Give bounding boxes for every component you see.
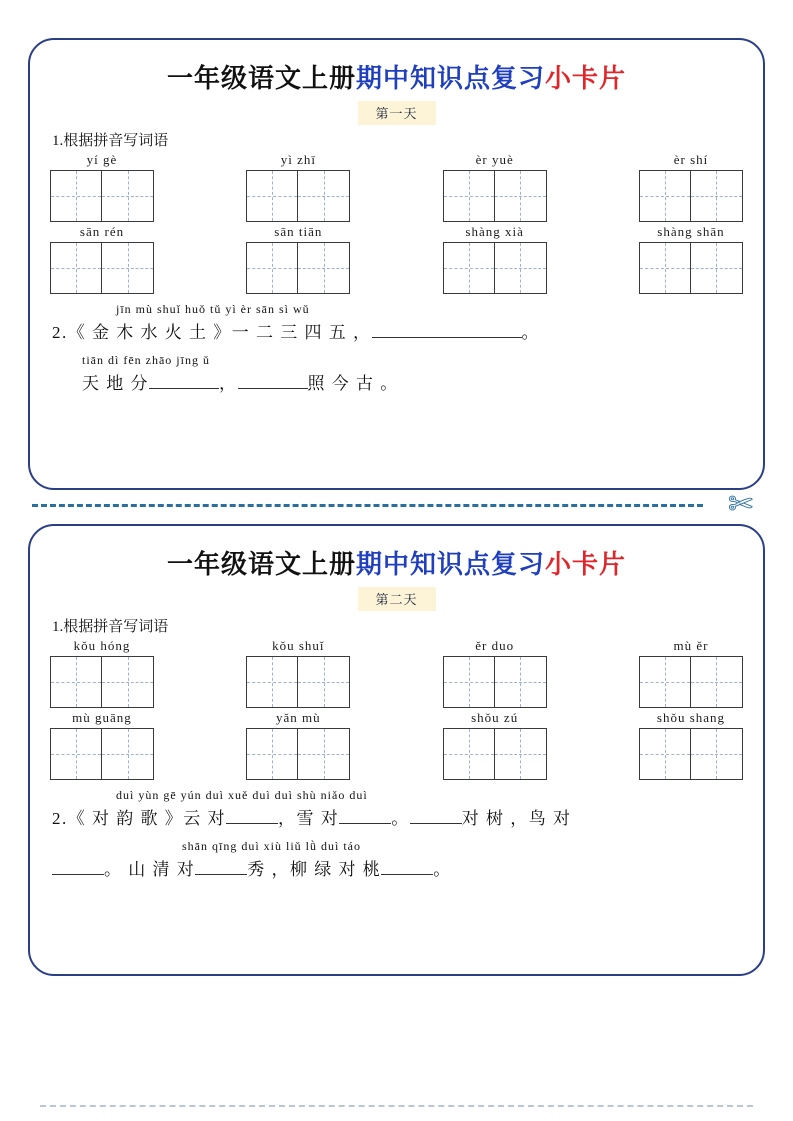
tianzige-boxes[interactable]	[246, 242, 350, 294]
word-group	[443, 152, 547, 222]
word-group	[443, 710, 547, 780]
pinyin-label: yì zhī	[280, 152, 316, 167]
tianzige-boxes[interactable]	[639, 656, 743, 708]
grid-row	[48, 224, 745, 294]
card-day-1	[28, 38, 765, 490]
tianzige-cell[interactable]	[443, 728, 495, 780]
question-1-heading: 1.根据拼音写词语	[52, 133, 169, 149]
tianzige-boxes[interactable]	[50, 656, 154, 708]
page-bottom-divider	[40, 1105, 753, 1107]
word-group	[50, 638, 154, 708]
tianzige-cell[interactable]	[50, 656, 102, 708]
pinyin-label: sān rén	[79, 224, 125, 239]
word-group	[639, 224, 743, 294]
word-group	[443, 224, 547, 294]
tianzige-boxes[interactable]	[443, 656, 547, 708]
word-group	[639, 152, 743, 222]
day-tag-2: 第二天	[358, 587, 436, 611]
pinyin-label: yǎn mù	[276, 710, 321, 725]
sentence-line	[52, 318, 741, 343]
tianzige-cell[interactable]	[298, 242, 350, 294]
fill-blank[interactable]	[410, 823, 462, 824]
tianzige-boxes[interactable]	[443, 242, 547, 294]
tianzige-cell[interactable]	[298, 728, 350, 780]
tianzige-cell[interactable]	[443, 242, 495, 294]
tianzige-boxes[interactable]	[443, 728, 547, 780]
tianzige-cell[interactable]	[691, 728, 743, 780]
tianzige-cell[interactable]	[639, 728, 691, 780]
grid-row	[48, 152, 745, 222]
scissors-icon: ✄	[727, 488, 753, 521]
tianzige-cell[interactable]	[50, 728, 102, 780]
pinyin-label: shǒu shang	[656, 710, 726, 725]
tianzige-cell[interactable]	[298, 170, 350, 222]
pinyin-label: èr shí	[673, 152, 709, 167]
tianzige-cell[interactable]	[102, 728, 154, 780]
pinyin-ruby-line: shān qīng duì xiù liǔ lǜ duì táo	[182, 839, 361, 853]
tianzige-cell[interactable]	[443, 170, 495, 222]
grid-row	[48, 710, 745, 780]
sentence-text: 。	[391, 809, 410, 828]
tianzige-boxes[interactable]	[246, 170, 350, 222]
tianzige-cell[interactable]	[246, 728, 298, 780]
tianzige-boxes[interactable]	[246, 656, 350, 708]
word-group	[246, 638, 350, 708]
pinyin-label: èr yuè	[475, 152, 514, 167]
tianzige-boxes[interactable]	[639, 728, 743, 780]
title-part-2: 期中知识点复习	[355, 550, 545, 579]
sentence-text: 。	[521, 323, 540, 342]
tianzige-cell[interactable]	[298, 656, 350, 708]
tianzige-cell[interactable]	[639, 170, 691, 222]
pinyin-label: shàng shān	[657, 224, 725, 239]
sentence-line	[52, 369, 741, 394]
pinyin-label: sān tiān	[274, 224, 323, 239]
tianzige-cell[interactable]	[102, 170, 154, 222]
fill-blank[interactable]	[226, 823, 278, 824]
pinyin-ruby-line: jīn mù shuǐ huǒ tǔ yì èr sān sì wǔ	[116, 302, 310, 316]
pinyin-ruby-line: duì yùn gē yún duì xuě duì duì shù niǎo duì	[116, 788, 368, 802]
sentence-text: 2.《 对 韵 歌 》云 对	[52, 809, 226, 828]
fill-blank[interactable]	[372, 337, 522, 338]
fill-blank[interactable]	[52, 874, 104, 875]
pinyin-label: kǒu hóng	[73, 638, 131, 653]
tianzige-cell[interactable]	[495, 728, 547, 780]
tianzige-boxes[interactable]	[246, 728, 350, 780]
title-part-3: 小卡片	[545, 64, 627, 93]
word-group	[443, 638, 547, 708]
title-part-2: 期中知识点复习	[355, 64, 545, 93]
word-group	[639, 710, 743, 780]
sentence-text: 。	[433, 860, 452, 879]
word-group	[50, 710, 154, 780]
tianzige-boxes[interactable]	[50, 170, 154, 222]
question-1-heading: 1.根据拼音写词语	[52, 619, 169, 635]
tianzige-boxes[interactable]	[639, 242, 743, 294]
sentence-text: ，	[219, 374, 238, 393]
tianzige-cell[interactable]	[691, 656, 743, 708]
tianzige-boxes[interactable]	[639, 170, 743, 222]
title-part-3: 小卡片	[545, 550, 627, 579]
tianzige-cell[interactable]	[691, 170, 743, 222]
word-group	[246, 710, 350, 780]
pinyin-label: ěr duo	[475, 638, 515, 653]
pinyin-label: mù guāng	[72, 710, 132, 725]
question-2-block	[48, 302, 745, 394]
sentence-text: 2.《 金 木 水 火 土 》一 二 三 四 五 ，	[52, 323, 372, 342]
sentence-text: 秀 ，柳 绿 对 桃	[247, 860, 382, 879]
fill-blank[interactable]	[381, 874, 433, 875]
card-1-title	[48, 58, 745, 95]
cut-dashes	[32, 504, 703, 507]
word-group	[50, 224, 154, 294]
tianzige-cell[interactable]	[50, 242, 102, 294]
pinyin-label: yí gè	[86, 152, 118, 167]
pinyin-label: shàng xià	[465, 224, 524, 239]
cut-line	[32, 490, 761, 520]
tianzige-cell[interactable]	[102, 242, 154, 294]
question-2-block	[48, 788, 745, 880]
sentence-text: ，雪 对	[278, 809, 340, 828]
title-part-1: 一年级语文上册	[166, 64, 356, 93]
tianzige-cell[interactable]	[495, 656, 547, 708]
pinyin-label: shǒu zú	[471, 710, 519, 725]
title-part-1: 一年级语文上册	[166, 550, 356, 579]
word-group	[639, 638, 743, 708]
tianzige-boxes[interactable]	[50, 242, 154, 294]
word-group	[246, 152, 350, 222]
tianzige-cell[interactable]	[102, 656, 154, 708]
sentence-text: 对 树 ，鸟 对	[461, 809, 572, 828]
tianzige-cell[interactable]	[246, 242, 298, 294]
tianzige-cell[interactable]	[691, 242, 743, 294]
tianzige-cell[interactable]	[639, 656, 691, 708]
word-group	[50, 152, 154, 222]
tianzige-cell[interactable]	[495, 170, 547, 222]
tianzige-cell[interactable]	[443, 656, 495, 708]
tianzige-boxes[interactable]	[443, 170, 547, 222]
card-day-2	[28, 524, 765, 976]
tianzige-boxes[interactable]	[50, 728, 154, 780]
fill-blank[interactable]	[238, 388, 308, 389]
pinyin-ruby-line: tiān dì fēn zhāo jīng ǔ	[82, 353, 210, 367]
fill-blank[interactable]	[195, 874, 247, 875]
sentence-line	[52, 855, 741, 880]
card-2-title	[48, 544, 745, 581]
tianzige-cell[interactable]	[50, 170, 102, 222]
fill-blank[interactable]	[149, 388, 219, 389]
pinyin-label: kǒu shuǐ	[272, 638, 325, 653]
sentence-text: 照 今 古 。	[307, 374, 399, 393]
pinyin-label: mù ěr	[673, 638, 709, 653]
sentence-line	[52, 804, 741, 829]
tianzige-cell[interactable]	[639, 242, 691, 294]
sentence-text: 。 山 清 对	[104, 860, 196, 879]
word-group	[246, 224, 350, 294]
day-tag-1: 第一天	[358, 101, 436, 125]
tianzige-cell[interactable]	[495, 242, 547, 294]
tianzige-cell[interactable]	[246, 170, 298, 222]
tianzige-cell[interactable]	[246, 656, 298, 708]
grid-row	[48, 638, 745, 708]
fill-blank[interactable]	[339, 823, 391, 824]
sentence-text: 天 地 分	[82, 374, 149, 393]
